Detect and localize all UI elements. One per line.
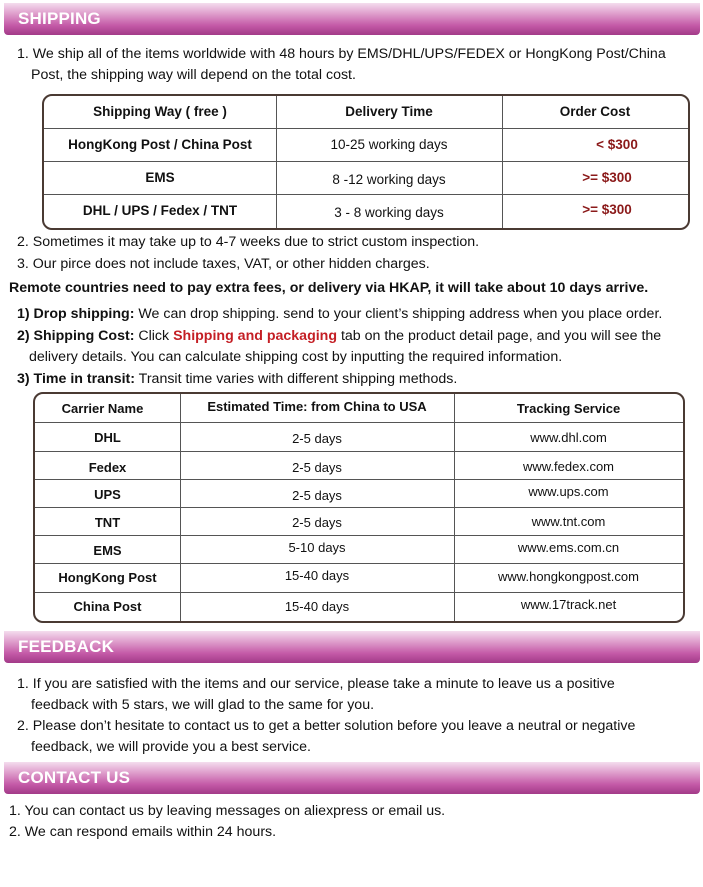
- table-cell: China Post: [73, 599, 142, 614]
- shipping-cost-point: 2) Shipping Cost: Click Shipping and packaging tab on the product detail page, and you will see the: [17, 328, 662, 344]
- contact-item-1: 1. You can contact us by leaving messages on aliexpress or email us.: [9, 803, 446, 819]
- shipping-item-3: 3. Our pirce does not include taxes, VAT, or other hidden charges.: [17, 256, 430, 272]
- table-cell: 2-5 days: [292, 431, 342, 446]
- table-cell: < $300: [596, 137, 638, 152]
- table-cell: 2-5 days: [292, 515, 342, 530]
- table-cell: TNT: [94, 515, 121, 530]
- transit-time-point: 3) Time in transit: Transit time varies with different shipping methods.: [17, 371, 458, 387]
- feedback-item-1: 1. If you are satisfied with the items and our service, please take a minute to leave us a positive: [17, 676, 615, 692]
- table-cell: EMS: [93, 543, 122, 558]
- shipping-banner: [4, 3, 700, 35]
- table-cell: DHL / UPS / Fedex / TNT: [82, 203, 238, 218]
- table-header: Delivery Time: [345, 104, 433, 119]
- table-cell: 5-10 days: [288, 540, 346, 555]
- table-cell: www.ems.com.cn: [517, 540, 620, 555]
- shipping-packaging-link[interactable]: Shipping and packaging: [173, 328, 338, 344]
- table-cell: HongKong Post / China Post: [68, 137, 252, 152]
- contact-banner: [4, 762, 700, 794]
- table-header: Carrier Name: [61, 401, 144, 416]
- shipping-item-1: 1. We ship all of the items worldwide with 48 hours by EMS/DHL/UPS/FEDEX or HongKong Post/China: [17, 46, 666, 62]
- feedback-item-2-cont: feedback, we will provide you a best service.: [31, 739, 311, 755]
- carrier-table: [33, 392, 685, 623]
- table-cell: www.ups.com: [528, 484, 609, 499]
- contact-title: CONTACT US: [18, 768, 131, 787]
- table-cell: UPS: [94, 487, 121, 502]
- table-cell: www.hongkongpost.com: [498, 569, 639, 584]
- table-cell: 15-40 days: [284, 568, 350, 583]
- table-cell: HongKong Post: [58, 570, 157, 585]
- feedback-title: FEEDBACK: [18, 637, 115, 656]
- contact-item-2: 2. We can respond emails within 24 hours.: [9, 824, 277, 840]
- drop-shipping-point: 1) Drop shipping: We can drop shipping. send to your client’s shipping address when you place order.: [17, 306, 663, 322]
- table-header: Shipping Way ( free ): [93, 104, 227, 119]
- feedback-item-1-cont: feedback with 5 stars, we will glad to the same for you.: [31, 697, 375, 713]
- table-cell: 2-5 days: [292, 488, 342, 503]
- table-cell: EMS: [145, 170, 175, 185]
- shipping-way-table: [42, 94, 690, 230]
- table-cell: DHL: [94, 430, 121, 445]
- feedback-item-2: 2. Please don’t hesitate to contact us to get a better solution before you leave a neutral or negative: [17, 718, 636, 734]
- table-header: Estimated Time: from China to USA: [207, 399, 427, 414]
- table-cell: 8 -12 working days: [332, 172, 446, 187]
- feedback-banner: [4, 631, 700, 663]
- table-cell: www.tnt.com: [531, 514, 606, 529]
- table-cell: 15-40 days: [284, 599, 350, 614]
- table-cell: www.dhl.com: [530, 430, 607, 445]
- table-header: Tracking Service: [516, 401, 621, 416]
- table-header: Order Cost: [559, 104, 631, 119]
- table-cell: www.17track.net: [520, 597, 617, 612]
- shipping-item-1-cont: Post, the shipping way will depend on the total cost.: [31, 67, 356, 83]
- shipping-cost-point-cont: delivery details. You can calculate shipping cost by inputting the required information.: [29, 349, 563, 365]
- shipping-item-2: 2. Sometimes it may take up to 4-7 weeks due to strict custom inspection.: [17, 234, 480, 250]
- table-cell: www.fedex.com: [522, 459, 615, 474]
- table-cell: >= $300: [582, 202, 632, 217]
- table-cell: Fedex: [88, 460, 127, 475]
- shipping-title: SHIPPING: [18, 9, 101, 28]
- table-cell: 2-5 days: [292, 460, 342, 475]
- remote-notice: Remote countries need to pay extra fees, or delivery via HKAP, it will take about 10 days arrive.: [9, 280, 649, 296]
- table-cell: 3 - 8 working days: [334, 205, 444, 220]
- table-cell: >= $300: [582, 170, 632, 185]
- table-cell: 10-25 working days: [330, 137, 448, 152]
